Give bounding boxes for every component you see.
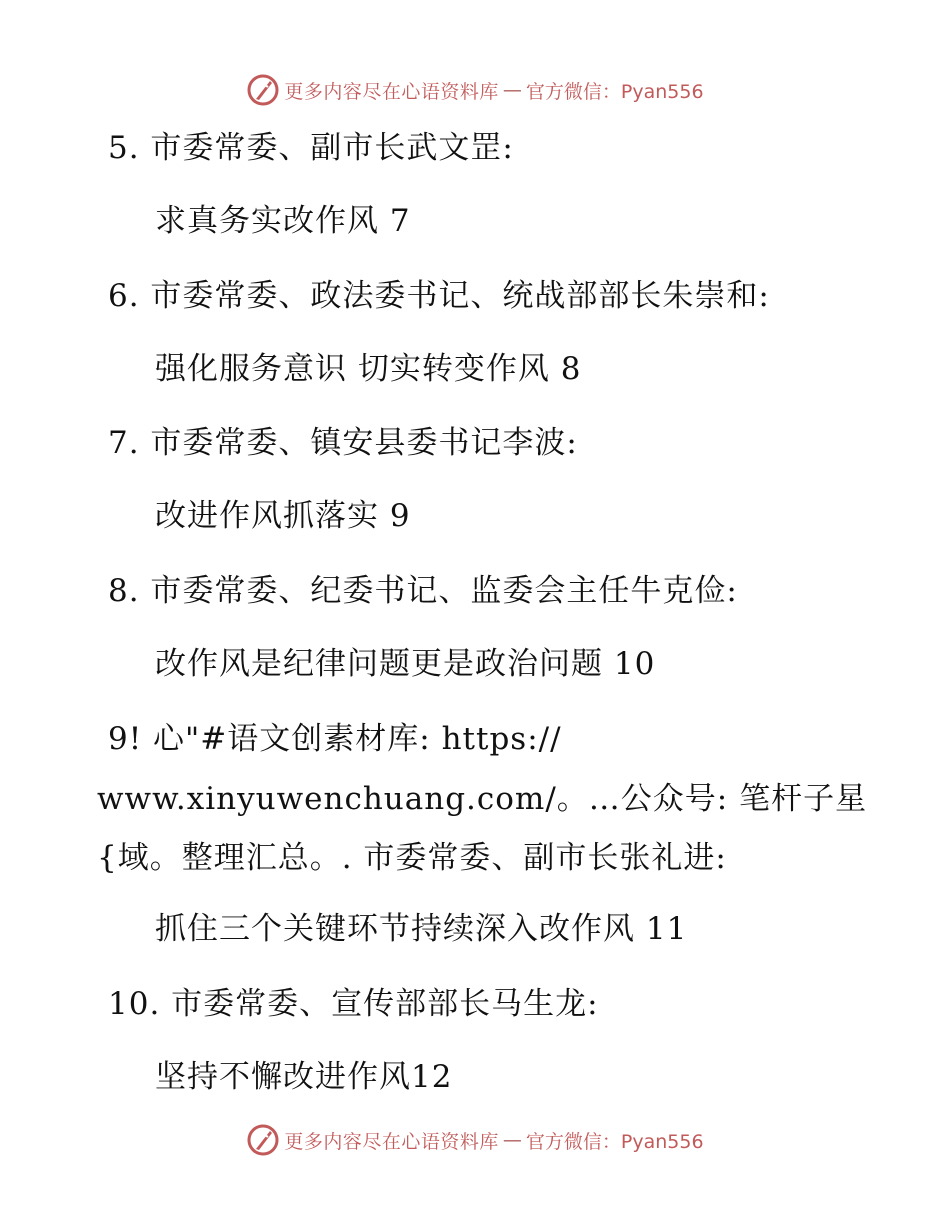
entry-5-subtitle: 求真务实改作风 7 — [155, 203, 411, 239]
watermark-main: 更多内容尽在心语资料库 — [284, 80, 499, 103]
quill-logo-icon — [246, 1123, 280, 1157]
quill-logo-icon — [246, 73, 280, 107]
entry-9-line-3: {域。整理汇总。. 市委常委、副市长张礼进: — [97, 840, 727, 876]
entry-7-subtitle: 改进作风抓落实 9 — [155, 498, 411, 534]
entry-10-subtitle: 坚持不懈改进作风12 — [155, 1059, 453, 1095]
entry-9-line-2: www.xinyuwenchuang.com/。…公众号: 笔杆子星 — [97, 781, 868, 817]
watermark-suffix: 官方微信：Pyan556 — [525, 1130, 704, 1153]
entry-6-heading: 6. 市委常委、政法委书记、统战部部长朱崇和: — [108, 278, 770, 314]
entry-9-subtitle: 抓住三个关键环节持续深入改作风 11 — [155, 911, 688, 947]
watermark-dash: — — [502, 1129, 522, 1151]
entry-7-heading: 7. 市委常委、镇安县委书记李波: — [108, 425, 578, 461]
header-watermark — [0, 70, 950, 110]
entry-9-line-1: 9! 心"#语文创素材库: https:// — [108, 721, 562, 757]
watermark-main: 更多内容尽在心语资料库 — [284, 1130, 499, 1153]
entry-5-heading: 5. 市委常委、副市长武文罡: — [108, 130, 514, 166]
entry-8-heading: 8. 市委常委、纪委书记、监委会主任牛克俭: — [108, 573, 738, 609]
entry-8-subtitle: 改作风是纪律问题更是政治问题 10 — [155, 646, 656, 682]
footer-watermark — [0, 1120, 950, 1160]
watermark-dash: — — [502, 79, 522, 101]
watermark-suffix: 官方微信：Pyan556 — [525, 80, 704, 103]
entry-6-subtitle: 强化服务意识 切实转变作风 8 — [155, 351, 582, 387]
entry-10-heading: 10. 市委常委、宣传部部长马生龙: — [108, 986, 599, 1022]
